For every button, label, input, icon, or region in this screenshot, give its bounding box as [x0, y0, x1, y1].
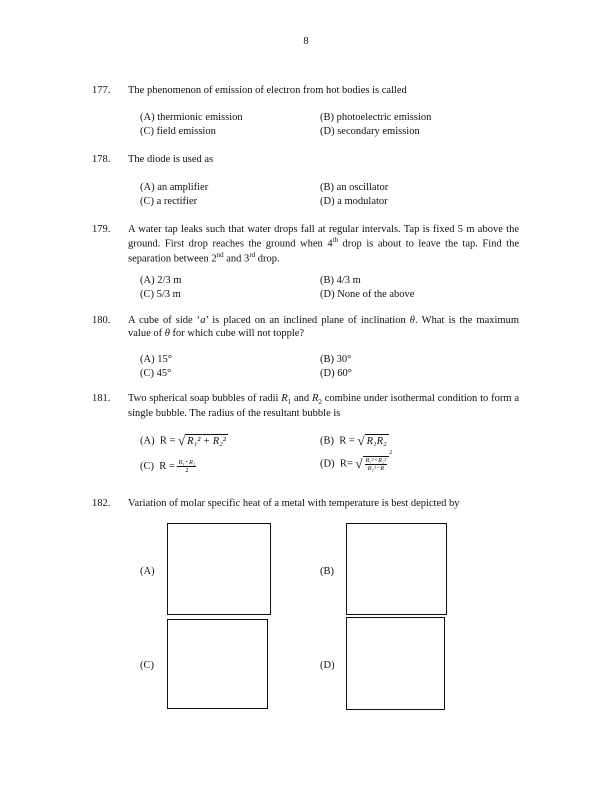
- option-c[interactable]: (C) field emission: [140, 126, 216, 137]
- question-181: [92, 392, 519, 420]
- option-d[interactable]: (D) 60°: [320, 368, 352, 379]
- question-text: A cube of side ‘a’ is placed on an inclined plane of inclination θ. What is the maximum value of θ for which cube will not topple?: [128, 315, 519, 340]
- question-177: [92, 84, 519, 97]
- fraction: $\frac{\text{R₁+R₂}}{2}$: [178, 459, 196, 475]
- option-d[interactable]: (D) a modulator: [320, 196, 388, 207]
- option-c[interactable]: (C) 45°: [140, 368, 172, 379]
- question-number: 180.: [92, 315, 111, 326]
- option-b[interactable]: (B) 30°: [320, 354, 352, 365]
- option-c[interactable]: (C) R = $\frac{\text{R₁+R₂}}{2}$: [140, 459, 196, 475]
- graph-box-b[interactable]: [346, 523, 447, 615]
- question-number: 178.: [92, 154, 111, 165]
- option-a[interactable]: (A) an amplifier: [140, 182, 209, 193]
- question-number: 179.: [92, 224, 111, 235]
- option-a[interactable]: (A) 15°: [140, 354, 172, 365]
- question-text: The phenomenon of emission of electron from hot bodies is called: [128, 85, 407, 96]
- option-d[interactable]: (D) R= √ $\frac{\text{R₁²+R₂²}}{\text{R₁²−R}}$ $^2$: [320, 450, 393, 473]
- sqrt-expression: √ $\frac{\text{R₁²+R₂²}}{\text{R₁²−R}}$: [355, 456, 389, 472]
- graph-label-d: (D): [320, 660, 335, 671]
- graph-box-c[interactable]: [167, 619, 268, 709]
- sqrt-expression: √ R₁² + R₂²: [178, 433, 226, 448]
- graph-label-a: (A): [140, 566, 155, 577]
- question-text: Two spherical soap bubbles of radii $R_1$ and $R_2$ combine under isothermal condition to form a single bubble. The radius of the resultant bubble is: [128, 393, 519, 419]
- question-number: 177.: [92, 85, 111, 96]
- question-182: [92, 497, 519, 510]
- question-number: 181.: [92, 393, 111, 404]
- option-d[interactable]: (D) secondary emission: [320, 126, 420, 137]
- graph-box-d[interactable]: [346, 617, 445, 710]
- option-a[interactable]: (A) 2/3 m: [140, 275, 182, 286]
- question-text: A water tap leaks such that water drops fall at regular intervals. Tap is fixed 5 m above the ground. First drop reaches the ground when 4th drop is about to leave the tap. Find the separation between 2nd and 3rd drop.: [128, 224, 519, 265]
- sqrt-expression: √ R₁R₂: [357, 433, 387, 448]
- option-b[interactable]: (B) R = √ R₁R₂: [320, 433, 387, 448]
- question-178: [92, 153, 519, 166]
- option-a[interactable]: (A) thermionic emission: [140, 112, 243, 123]
- option-d[interactable]: (D) None of the above: [320, 289, 415, 300]
- question-180: [92, 314, 519, 340]
- option-c[interactable]: (C) a rectifier: [140, 196, 198, 207]
- option-b[interactable]: (B) photoelectric emission: [320, 112, 432, 123]
- question-text: Variation of molar specific heat of a metal with temperature is best depicted by: [128, 498, 460, 509]
- question-179: [92, 223, 519, 265]
- option-c[interactable]: (C) 5/3 m: [140, 289, 181, 300]
- question-number: 182.: [92, 498, 111, 509]
- option-a[interactable]: (A) R = √ R₁² + R₂²: [140, 433, 226, 448]
- question-text: The diode is used as: [128, 154, 214, 165]
- page-number: 8: [303, 36, 309, 47]
- option-b[interactable]: (B) an oscillator: [320, 182, 389, 193]
- graph-label-b: (B): [320, 566, 334, 577]
- option-b[interactable]: (B) 4/3 m: [320, 275, 361, 286]
- graph-box-a[interactable]: [167, 523, 271, 615]
- graph-label-c: (C): [140, 660, 154, 671]
